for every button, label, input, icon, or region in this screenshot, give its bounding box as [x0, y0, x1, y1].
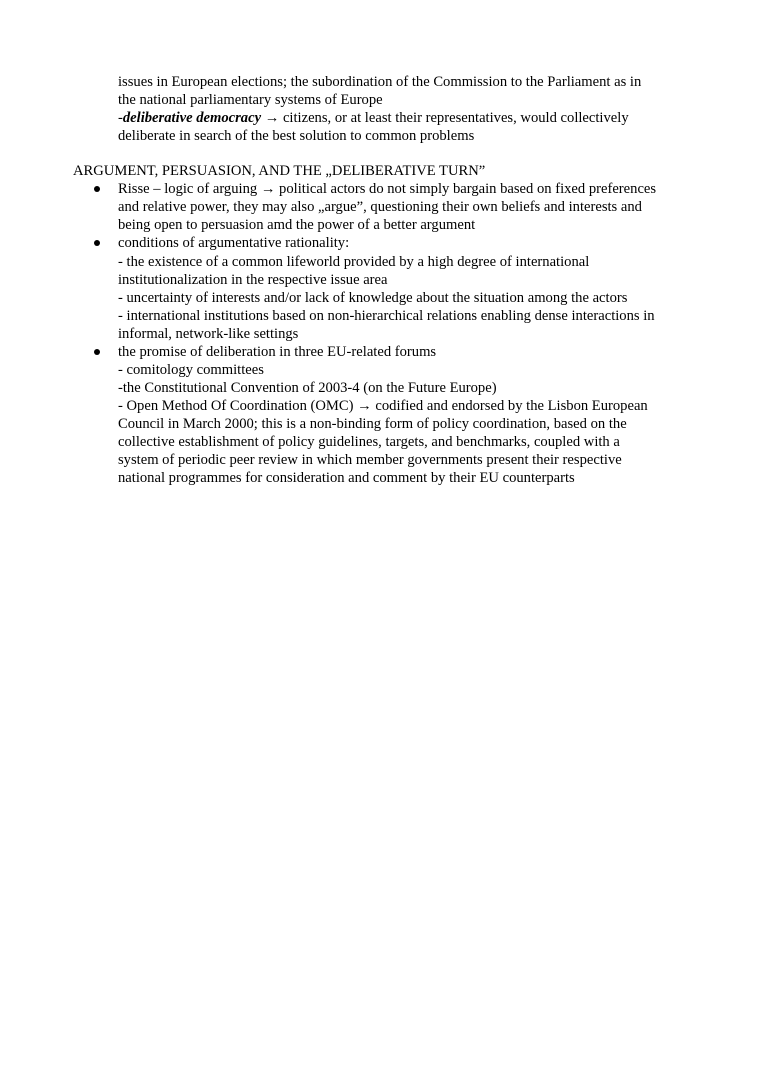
- bullet-1-line: Risse – logic of arguing → political actors do not simply bargain based on fixed preferences: [118, 181, 657, 197]
- bullet-1-marker: [94, 186, 100, 192]
- deliberative-term: deliberative democracy: [122, 110, 262, 126]
- deliberative-democracy-line: [118, 109, 629, 127]
- bullet-3-line: - comitology committees: [118, 362, 264, 378]
- bullet-2-line: conditions of argumentative rationality:: [118, 235, 350, 251]
- bullet-2-line: - international institutions based on non-hierarchical relations enabling dense interactions in: [118, 308, 655, 324]
- bullet-1-line: and relative power, they may also „argue”, questioning their own beliefs and interests and: [118, 199, 642, 215]
- intro-line-1: issues in European elections; the subordination of the Commission to the Parliament as in: [118, 74, 642, 90]
- deliberative-prefix: -: [118, 110, 123, 126]
- bullet-1-line: being open to persuasion amd the power of a better argument: [118, 217, 476, 233]
- bullet-2-line: institutionalization in the respective issue area: [118, 272, 388, 288]
- bullet-3-line: - Open Method Of Coordination (OMC) → codified and endorsed by the Lisbon European: [118, 398, 648, 414]
- deliberative-line-2: deliberate in search of the best solution to common problems: [118, 128, 475, 144]
- bullet-3-line: the promise of deliberation in three EU-related forums: [118, 344, 437, 360]
- bullet-2-line: - the existence of a common lifeworld provided by a high degree of international: [118, 254, 590, 270]
- intro-line-2: the national parliamentary systems of Europe: [118, 92, 383, 108]
- bullet-3-line: Council in March 2000; this is a non-binding form of policy coordination, based on the: [118, 416, 627, 432]
- bullet-3-line: system of periodic peer review in which member governments present their respective: [118, 452, 622, 468]
- bullet-2-line: - uncertainty of interests and/or lack of knowledge about the situation among the actors: [118, 290, 628, 306]
- bullet-3-line: collective establishment of policy guidelines, targets, and benchmarks, coupled with a: [118, 434, 620, 450]
- bullet-2-marker: [94, 240, 100, 246]
- bullet-3-marker: [94, 349, 100, 355]
- bullet-3-line: national programmes for consideration and comment by their EU counterparts: [118, 470, 575, 486]
- deliberative-rest: → citizens, or at least their representatives, would collectively: [261, 110, 629, 126]
- bullet-3-line: -the Constitutional Convention of 2003-4 (on the Future Europe): [118, 380, 497, 396]
- bullet-2-line: informal, network-like settings: [118, 326, 299, 342]
- section-heading: ARGUMENT, PERSUASION, AND THE „DELIBERATIVE TURN”: [73, 163, 486, 179]
